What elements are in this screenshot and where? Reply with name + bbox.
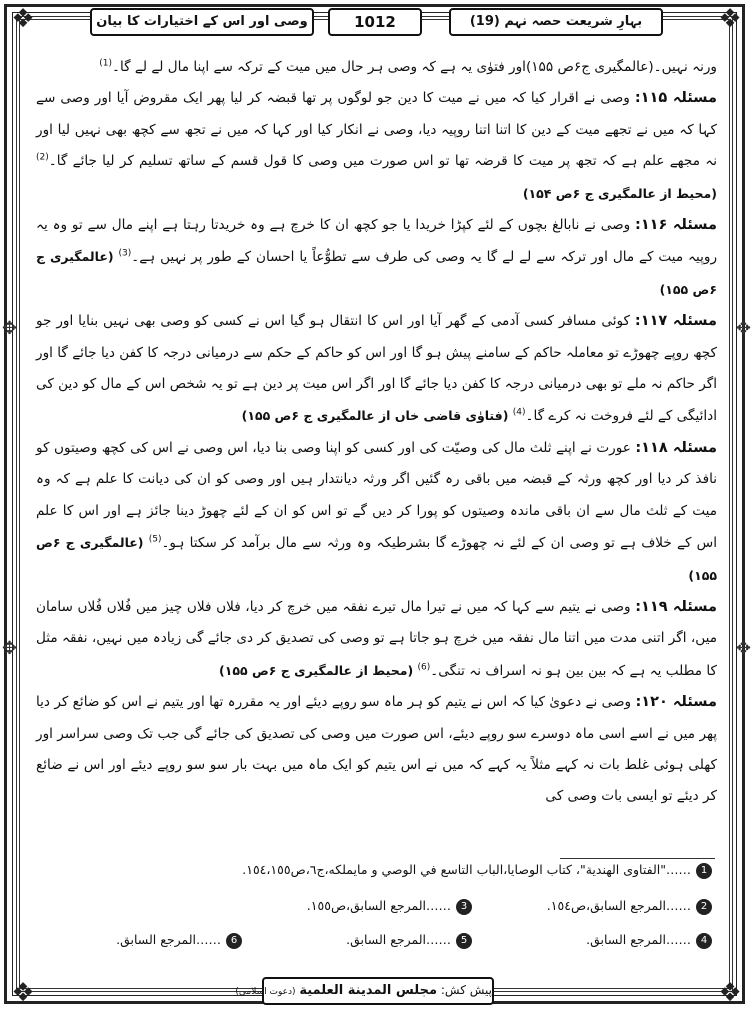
page-number: 1012 [328, 8, 422, 36]
masala-heading: مسئلہ ۱۱۷: [634, 313, 717, 330]
page-header [90, 8, 663, 34]
side-ornament-icon: ✥ [2, 638, 18, 659]
masala-heading: مسئلہ ۱۱۵: [634, 90, 717, 107]
footnote-marker: (4) [512, 407, 526, 418]
masala-119: مسئلہ ۱۱۹: وصی نے یتیم سے کہا کہ میں نے تیرا مال تیرے نفقہ میں خرچ کر دیا، فلاں فلاں چیز میں فُلاں فُلاں سامان میں، اگر اتنی مدت میں اتنا مال نفقہ میں خرچ ہو جاتا ہے تو وصی کی تصدیق کر دی جائے گی زیادہ میں نہیں، نفقہ مثل کا مطلب یہ ہے کہ بین بین ہو نہ اسراف نہ تنگی۔$^{(6)}$ (محیط از عالمگیری ج ۶ص ۱۵۵) [36, 598, 717, 679]
footnote-5: 5……المرجع السابق. [346, 932, 472, 949]
footnote-marker: (3) [118, 248, 132, 259]
reference: (محیط از عالمگیری ج ۶ص ۱۵۴) [522, 185, 717, 201]
reference: (فتاوٰی قاضی خاں از عالمگیری ج ۶ص ۱۵۵) [241, 408, 509, 424]
footnote-marker: (5) [148, 534, 162, 545]
masala-heading: مسئلہ ۱۱۶: [635, 217, 718, 234]
publisher-name: مجلس المدينة العلمية [299, 983, 438, 998]
masala-heading: مسئلہ ۱۲۰: [635, 694, 717, 711]
chapter-title: وصی اور اس کے اختیارات کا بیان [90, 8, 314, 36]
masala-heading: مسئلہ ۱۱۹: [635, 598, 717, 615]
footnote-marker: (6) [417, 662, 431, 673]
footnote-2: 2……المرجع السابق،ص١٥٤. [547, 898, 712, 915]
footnote-marker: (1) [99, 58, 112, 69]
masala-116: مسئلہ ۱۱۶: وصی نے نابالغ بچوں کے لئے کپڑا خریدا یا جو کچھ ان کا خرچ ہے وہ خریدتا رہتا ہے اپنے مال سے تو وہ یہ روپیہ میت کے مال اور ترکہ سے لے لے گا یہ وصی کی طرف سے تطوُّعاً یا احسان کے طور پر نہیں ہے۔$^{(3)}$ (عالمگیری ج ۶ص ۱۵۵) [36, 217, 718, 297]
side-ornament-icon: ✥ [2, 318, 18, 339]
masala-heading: مسئلہ ۱۱۸: [635, 439, 717, 456]
masala-120: مسئلہ ۱۲۰: وصی نے دعویٰ کیا کہ اس نے یتیم کو ہر ماہ سو روپے دیئے اور یہ مقررہ تھا اور یتیم نے اس کو ضائع کر دیا پھر میں نے اسے اسی ماہ دوسرے سو روپے دیئے، اس صورت میں وصی کی تصدیق کی جائے گی جب تک وصی سراسر اور کھلی ہوئی غلط بات نہ کہے مثلاً یہ کہے کہ میں نے اس یتیم کو ایک ماہ میں بہت بار سو سو روپے دیئے اور اس نے ضائع کر دیئے تو ایسی بات وصی کی [36, 694, 717, 805]
masala-118: مسئلہ ۱۱۸: عورت نے اپنے ثلث مال کی وصیّت کی اور کسی کو اپنا وصی بنا دیا، اس وصی نے اس کی کچھ وصیتوں کو نافذ کر دیا اور کچھ ورثہ کے قبضہ میں باقی رہ گئیں اگر ورثہ دیانتدار ہیں اور وصی کو ان کی دیانت کا علم ہے کہ وہ میت کے ثلث مال سے ان باقی ماندہ وصیتوں کو پورا کر دیں گے تو اس کو ان کے لئے چھوڑ دینا جائز ہے اور اس کا علم اس کے خلاف ہے تو وصی ان کے لئے نہ چھوڑے گا بشرطیکہ وہ ورثہ سے مال برآمد کر سکتا ہو۔$^{(5)}$ (عالمگیری ج ۶ص ۱۵۵) [36, 439, 717, 583]
footnote-3: 3……المرجع السابق،ص١٥٥. [307, 898, 472, 915]
footnote-6: 6……المرجع السابق. [116, 932, 242, 949]
footnote-1: 1……"الفتاوی الهندية"، كتاب الوصايا،الباب التاسع في الوصي و مايملكه،ج٦،ص١٥٤،١٥٥. [242, 862, 712, 879]
book-title: بہارِ شریعت حصہ نہم (19) [449, 8, 663, 36]
masala-115: مسئلہ ۱۱۵: وصی نے اقرار کیا کہ میں نے میت کا دین جو لوگوں پر تھا قبضہ کر لیا پھر ایک مقروض آیا اور وصی سے کہا کہ میں نے تجھے میت کے دین کا اتنا اتنا روپیہ دیا، وصی نے انکار کیا اور کہا کہ میں نے تجھ سے کچھ بھی نہیں لیا اور نہ مجھے علم ہے کہ تجھ پر میت کا قرضہ تھا تو اس صورت میں وصی کا قول قسم کے ساتھ تسلیم کر لیا جائے گا۔$^{(2)}$ (محیط از عالمگیری ج ۶ص ۱۵۴) [36, 90, 717, 201]
corner-ornament-icon: ❖ [718, 4, 742, 34]
footer-prefix: پیش کش: [440, 983, 492, 997]
corner-ornament-icon: ❖ [718, 978, 742, 1008]
reference: (عالمگیری ج ۶ص ۱۵۵) [36, 249, 717, 297]
reference: (عالمگیری ج ۶ص ۱۵۵) [36, 535, 717, 583]
paragraph: ورنہ نہیں۔(عالمگیری ج۶ص ۱۵۵)اور فتوٰی یہ ہے کہ وصی ہر حال میں میت کے ترکہ سے اپنا مال لے لے گا۔$^{(1)}$ [99, 58, 717, 75]
reference: (محیط از عالمگیری ج ۶ص ۱۵۵) [219, 662, 414, 678]
publisher-sub: (دعوت اسلامی) [235, 987, 296, 997]
main-text [36, 52, 717, 813]
page-footer [235, 977, 494, 1005]
masala-117: مسئلہ ۱۱۷: کوئی مسافر کسی آدمی کے گھر آیا اور اس کا انتقال ہو گیا اس نے کسی کو وصی بھی نہیں بنایا اور جو کچھ روپے چھوڑے تو معاملہ حاکم کے سامنے پیش ہو گا اور اس کو حاکم کے حکم سے درمیانی درجہ کا کفن دیا جائے گا اور اگر حاکم نہ ملے تو بھی درمیانی درجہ کا کفن دیا جائے گا اور اگر اس میت پر دین ہے تو یہ شخص اس کے مال کو دین کی ادائیگی کے لئے فروخت نہ کرے گا۔$^{(4)}$ (فتاوٰی قاضی خاں از عالمگیری ج ۶ص ۱۵۵) [36, 313, 717, 425]
corner-ornament-icon: ❖ [11, 4, 35, 34]
footnote-marker: (2) [36, 152, 49, 163]
footnote-4: 4……المرجع السابق. [586, 932, 712, 949]
side-ornament-icon: ✥ [735, 638, 751, 659]
corner-ornament-icon: ❖ [11, 978, 35, 1008]
side-ornament-icon: ✥ [735, 318, 751, 339]
footnote-divider [560, 858, 715, 859]
